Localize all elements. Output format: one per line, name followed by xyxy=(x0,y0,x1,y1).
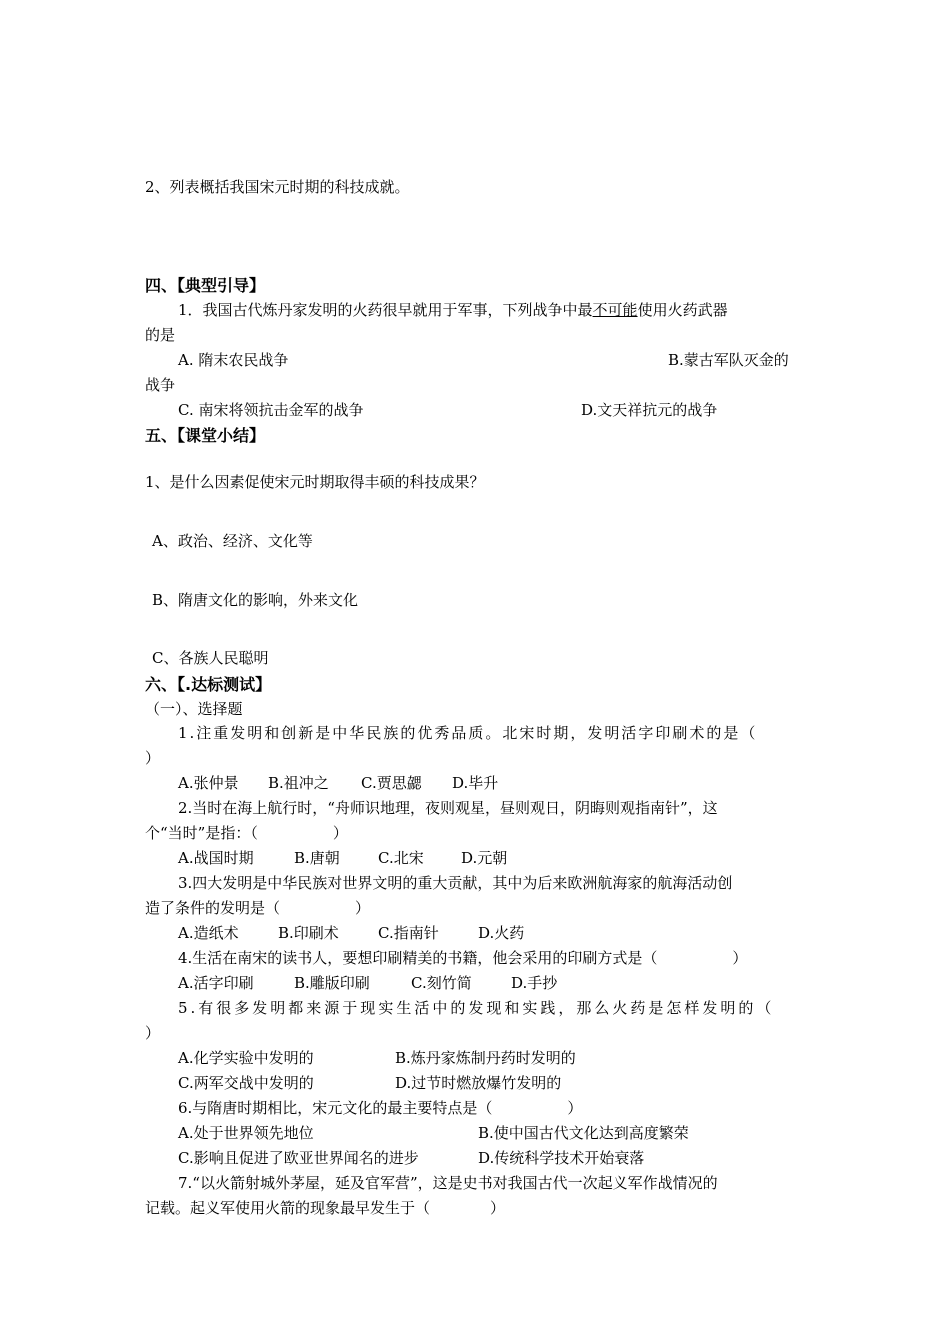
test-question-3-line-2: 造了条件的发明是（ ） xyxy=(145,899,371,917)
summary-answer-a: A、政治、经济、文化等 xyxy=(152,532,313,550)
test-question-6-option-b: B.使中国古代文化达到高度繁荣 xyxy=(478,1124,689,1142)
test-question-6-option-d: D.传统科学技术开始衰落 xyxy=(478,1149,645,1167)
test-question-2-option-d: D.元朝 xyxy=(461,849,508,867)
guide-question-1-line-1 xyxy=(178,298,728,323)
test-question-2-line-2: 个“当时”是指：（ ） xyxy=(145,824,348,842)
test-question-7-line-1: 7.“以火箭射城外茅屋，延及官军营”，这是史书对我国古代一次起义军作战情况的 xyxy=(178,1174,718,1192)
guide-option-b-continued: 战争 xyxy=(145,376,176,394)
test-question-5-option-d: D.过节时燃放爆竹发明的 xyxy=(395,1074,562,1092)
summary-answer-b: B、隋唐文化的影响，外来文化 xyxy=(152,591,359,609)
test-question-2-line-1: 2.当时在海上航行时，“舟师识地理，夜则观星，昼则观日，阴晦则观指南针”，这 xyxy=(178,799,718,817)
test-question-1-option-c: C.贾思勰 xyxy=(361,774,422,792)
test-question-5-option-c: C.两军交战中发明的 xyxy=(178,1074,314,1092)
test-question-1-line-1: 1.注重发明和创新是中华民族的优秀品质。北宋时期，发明活字印刷术的是（ xyxy=(178,724,758,742)
test-question-4-option-d: D.手抄 xyxy=(511,974,558,992)
guide-option-b: B.蒙古军队灭金的 xyxy=(668,351,789,369)
test-question-4-option-b: B.雕版印刷 xyxy=(294,974,370,992)
test-question-3-line-1: 3.四大发明是中华民族对世界文明的重大贡献，其中为后来欧洲航海家的航海活动创 xyxy=(178,874,733,892)
guide-option-c: C. 南宋将领抗击金军的战争 xyxy=(178,401,364,419)
guide-option-d: D.文天祥抗元的战争 xyxy=(581,401,718,419)
underlined-keyword: 不可能 xyxy=(592,301,638,319)
section-heading-typical-guide: 四、【典型引导】 xyxy=(145,276,266,295)
summary-question: 1、是什么因素促使宋元时期取得丰硕的科技成果？ xyxy=(145,473,485,491)
test-question-4-option-a: A.活字印刷 xyxy=(178,974,254,992)
test-question-3-option-d: D.火药 xyxy=(478,924,525,942)
test-question-5-option-b: B.炼丹家炼制丹药时发明的 xyxy=(395,1049,576,1067)
guide-option-a: A. 隋末农民战争 xyxy=(178,351,289,369)
test-question-6-line-1: 6.与隋唐时期相比，宋元文化的最主要特点是（ ） xyxy=(178,1099,583,1117)
test-question-1-option-d: D.毕升 xyxy=(452,774,499,792)
test-question-5-line-1: 5.有很多发明都来源于现实生活中的发现和实践，那么火药是怎样发明的（ xyxy=(178,999,775,1017)
guide-question-1-line-2: 的是 xyxy=(145,326,176,344)
guide-question-1-text: 1．我国古代炼丹家发明的火药很早就用于军事，下列战争中最 xyxy=(178,301,593,319)
test-question-2-option-c: C.北宋 xyxy=(378,849,424,867)
test-question-4-option-c: C.刻竹简 xyxy=(411,974,472,992)
test-subheading-multiple-choice: （一）、选择题 xyxy=(145,700,243,718)
test-question-3-option-b: B.印刷术 xyxy=(278,924,339,942)
section-heading-class-summary: 五、【课堂小结】 xyxy=(145,426,266,445)
summary-answer-c: C、各族人民聪明 xyxy=(152,649,269,667)
summary-task-item-2: 2、列表概括我国宋元时期的科技成就。 xyxy=(145,178,410,196)
test-question-1-option-a: A.张仲景 xyxy=(178,774,239,792)
test-question-1-line-2: ） xyxy=(145,749,161,767)
test-question-3-option-c: C.指南针 xyxy=(378,924,439,942)
section-heading-standard-test: 六、【.达标测试】 xyxy=(145,675,272,694)
test-question-7-line-2: 记载。起义军使用火箭的现象最早发生于（ ） xyxy=(145,1199,506,1217)
test-question-6-option-a: A.处于世界领先地位 xyxy=(178,1124,314,1142)
test-question-3-option-a: A.造纸术 xyxy=(178,924,239,942)
test-question-5-line-2: ） xyxy=(145,1024,161,1042)
test-question-2-option-b: B.唐朝 xyxy=(294,849,340,867)
test-question-4-line-1: 4.生活在南宋的读书人，要想印刷精美的书籍，他会采用的印刷方式是（ ） xyxy=(178,949,748,967)
test-question-1-option-b: B.祖冲之 xyxy=(268,774,329,792)
test-question-2-option-a: A.战国时期 xyxy=(178,849,254,867)
test-question-5-option-a: A.化学实验中发明的 xyxy=(178,1049,314,1067)
test-question-6-option-c: C.影响且促进了欧亚世界闻名的进步 xyxy=(178,1149,419,1167)
guide-question-1-text-end: 使用火药武器 xyxy=(637,301,728,319)
